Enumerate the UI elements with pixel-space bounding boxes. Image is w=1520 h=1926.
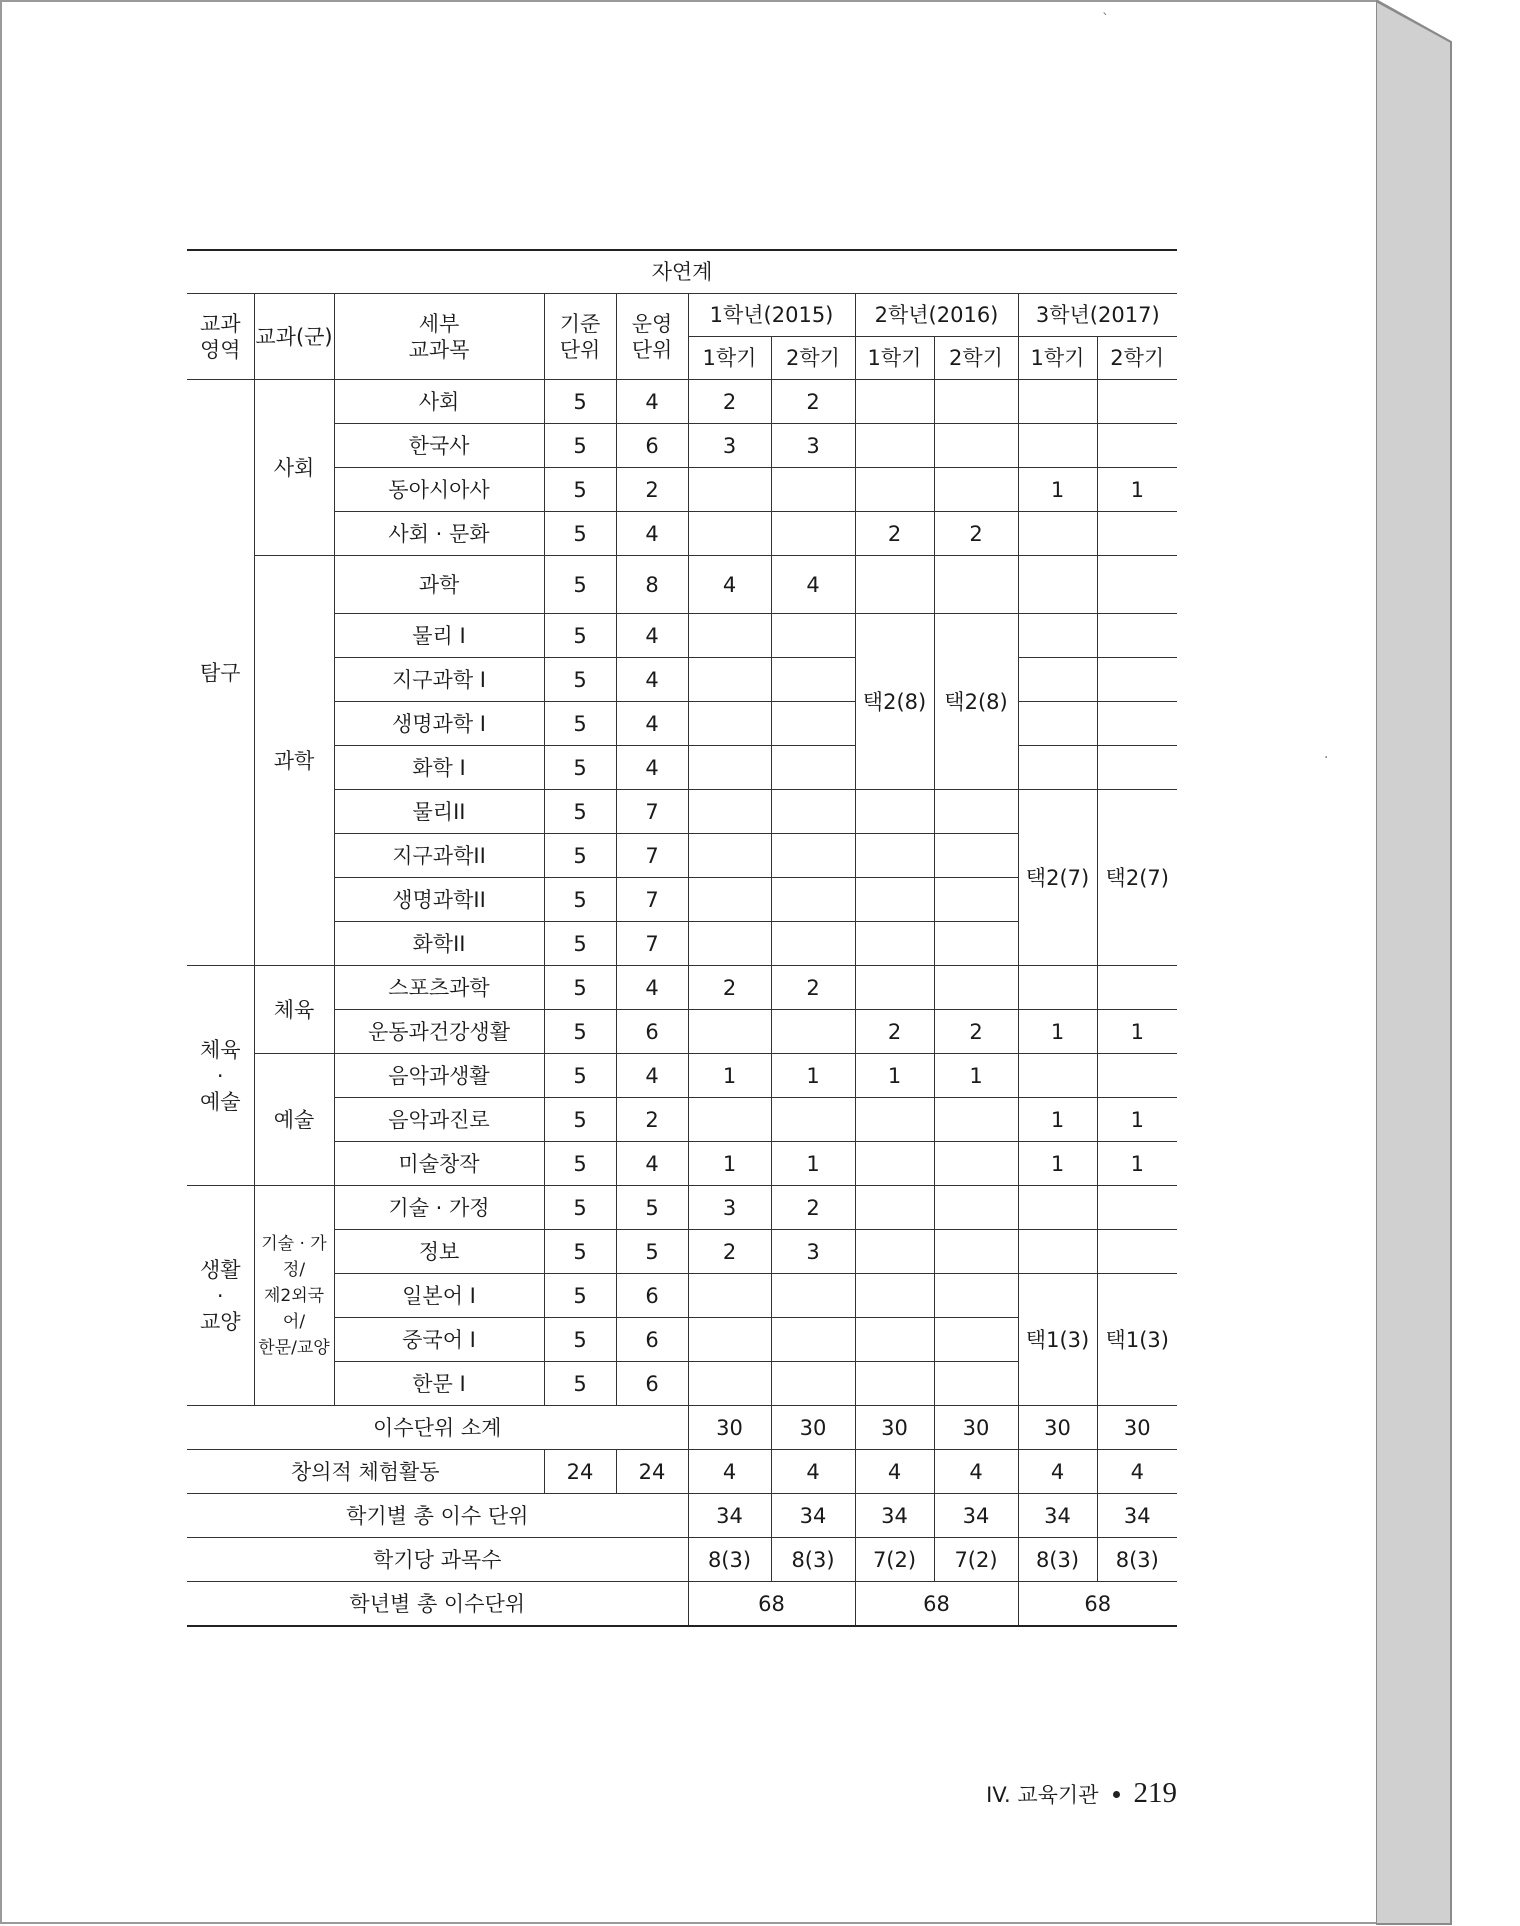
unit-cell	[934, 380, 1018, 424]
summary-cell: 4	[688, 1450, 771, 1494]
base-unit-cell: 5	[544, 1054, 616, 1098]
header-subject: 세부 교과목	[334, 294, 544, 380]
scan-speck: `	[1102, 12, 1109, 28]
unit-cell: 2	[771, 966, 855, 1010]
unit-cell	[1018, 512, 1097, 556]
op-unit-cell: 6	[616, 1274, 688, 1318]
summary-cell: 4	[934, 1450, 1018, 1494]
summary-cell: 30	[1018, 1406, 1097, 1450]
book-edge	[1376, 0, 1520, 1926]
unit-cell: 2	[688, 1230, 771, 1274]
subject-cell: 화학II	[334, 922, 544, 966]
unit-cell	[771, 878, 855, 922]
unit-cell	[1097, 512, 1177, 556]
unit-cell	[688, 1010, 771, 1054]
subject-cell: 동아시아사	[334, 468, 544, 512]
base-unit-cell: 5	[544, 512, 616, 556]
op-unit-cell: 6	[616, 1362, 688, 1406]
unit-cell	[855, 1142, 934, 1186]
unit-cell	[1097, 658, 1177, 702]
unit-cell	[688, 878, 771, 922]
op-unit-cell: 7	[616, 790, 688, 834]
unit-cell	[771, 1362, 855, 1406]
unit-cell	[688, 1362, 771, 1406]
op-unit-cell: 4	[616, 614, 688, 658]
table-row	[187, 658, 1177, 702]
summary-cell: 30	[855, 1406, 934, 1450]
summary-cell: 34	[688, 1494, 771, 1538]
unit-cell	[855, 1362, 934, 1406]
op-unit-cell: 6	[616, 1318, 688, 1362]
summary-cell: 4	[1097, 1450, 1177, 1494]
table-row	[187, 1230, 1177, 1274]
unit-cell	[934, 878, 1018, 922]
unit-cell	[1018, 1054, 1097, 1098]
subject-cell: 한국사	[334, 424, 544, 468]
unit-cell: 2	[855, 512, 934, 556]
unit-cell	[1018, 1230, 1097, 1274]
subject-cell: 물리II	[334, 790, 544, 834]
unit-cell	[688, 468, 771, 512]
unit-cell	[1097, 1054, 1177, 1098]
page-number: 219	[1133, 1777, 1177, 1809]
summary-cell: 7(2)	[934, 1538, 1018, 1582]
unit-cell	[934, 424, 1018, 468]
unit-cell	[771, 746, 855, 790]
unit-cell: 1	[771, 1142, 855, 1186]
unit-cell	[688, 790, 771, 834]
summary-row	[187, 1582, 1177, 1627]
unit-cell: 2	[771, 380, 855, 424]
unit-cell: 4	[688, 556, 771, 614]
unit-cell	[934, 468, 1018, 512]
unit-cell: 2	[771, 1186, 855, 1230]
table-row	[187, 512, 1177, 556]
summary-cell: 34	[1097, 1494, 1177, 1538]
unit-cell: 2	[934, 1010, 1018, 1054]
scan-speck: ·	[1324, 750, 1329, 766]
page-footer	[977, 1777, 1177, 1810]
summary-cell: 8(3)	[1018, 1538, 1097, 1582]
year-total-cell: 68	[1018, 1582, 1177, 1627]
table-row	[187, 702, 1177, 746]
base-unit-cell: 5	[544, 1362, 616, 1406]
base-unit-cell: 5	[544, 1186, 616, 1230]
unit-cell	[1018, 966, 1097, 1010]
unit-cell	[1097, 746, 1177, 790]
table-row	[187, 1054, 1177, 1098]
header-year1: 1학년(2015)	[688, 294, 855, 337]
op-unit-cell: 6	[616, 1010, 688, 1054]
unit-cell	[855, 790, 934, 834]
unit-cell	[688, 1098, 771, 1142]
table-row	[187, 1142, 1177, 1186]
unit-cell	[688, 702, 771, 746]
op-unit-cell: 4	[616, 746, 688, 790]
op-unit-cell: 6	[616, 424, 688, 468]
unit-cell: 1	[688, 1054, 771, 1098]
unit-cell: 3	[688, 1186, 771, 1230]
unit-cell	[688, 614, 771, 658]
unit-cell	[934, 1142, 1018, 1186]
year-total-cell: 68	[688, 1582, 855, 1627]
table-row	[187, 966, 1177, 1010]
unit-cell	[771, 512, 855, 556]
unit-cell	[934, 834, 1018, 878]
unit-cell	[934, 556, 1018, 614]
unit-cell: 2	[855, 1010, 934, 1054]
unit-cell	[855, 556, 934, 614]
year-total-cell: 68	[855, 1582, 1018, 1627]
elective-cell: 택1(3)	[1097, 1274, 1177, 1406]
summary-cell: 4	[855, 1450, 934, 1494]
unit-cell	[1018, 746, 1097, 790]
bullet-icon	[1113, 1791, 1120, 1798]
subject-cell: 생명과학II	[334, 878, 544, 922]
unit-cell	[1097, 1186, 1177, 1230]
header-group: 교과(군)	[254, 294, 334, 380]
unit-cell: 1	[1097, 468, 1177, 512]
area-cell: 생활 · 교양	[187, 1186, 254, 1406]
unit-cell	[934, 1186, 1018, 1230]
base-unit-cell: 5	[544, 1274, 616, 1318]
group-cell: 체육	[254, 966, 334, 1054]
summary-cell: 8(3)	[688, 1538, 771, 1582]
op-unit-cell: 4	[616, 966, 688, 1010]
unit-cell	[688, 512, 771, 556]
summary-label: 학년별 총 이수단위	[187, 1582, 688, 1627]
unit-cell	[934, 790, 1018, 834]
subject-cell: 중국어 I	[334, 1318, 544, 1362]
header-area: 교과 영역	[187, 294, 254, 380]
summary-cell: 4	[771, 1450, 855, 1494]
op-unit-cell: 4	[616, 1054, 688, 1098]
subject-cell: 과학	[334, 556, 544, 614]
group-cell: 예술	[254, 1054, 334, 1186]
summary-cell: 7(2)	[855, 1538, 934, 1582]
base-unit-cell: 5	[544, 424, 616, 468]
subject-cell: 지구과학 I	[334, 658, 544, 702]
unit-cell: 2	[688, 966, 771, 1010]
unit-cell	[855, 966, 934, 1010]
unit-cell: 1	[1018, 1010, 1097, 1054]
unit-cell	[1097, 556, 1177, 614]
table-row	[187, 556, 1177, 614]
summary-cell: 30	[688, 1406, 771, 1450]
table-row	[187, 746, 1177, 790]
unit-cell	[771, 658, 855, 702]
unit-cell	[1018, 556, 1097, 614]
unit-cell	[855, 380, 934, 424]
summary-row	[187, 1494, 1177, 1538]
table-row	[187, 1098, 1177, 1142]
unit-cell	[1097, 1230, 1177, 1274]
unit-cell	[688, 658, 771, 702]
unit-cell: 1	[1097, 1098, 1177, 1142]
unit-cell	[771, 1010, 855, 1054]
area-cell: 체육 · 예술	[187, 966, 254, 1186]
unit-cell	[934, 922, 1018, 966]
base-unit-cell: 5	[544, 1318, 616, 1362]
header-year3: 3학년(2017)	[1018, 294, 1177, 337]
unit-cell	[1097, 380, 1177, 424]
unit-cell	[688, 1318, 771, 1362]
unit-cell	[855, 424, 934, 468]
unit-cell	[771, 702, 855, 746]
unit-cell	[855, 922, 934, 966]
table-row	[187, 1010, 1177, 1054]
unit-cell: 1	[1018, 1098, 1097, 1142]
unit-cell	[771, 614, 855, 658]
unit-cell	[855, 468, 934, 512]
subject-cell: 운동과건강생활	[334, 1010, 544, 1054]
base-unit-cell: 5	[544, 790, 616, 834]
unit-cell	[1097, 702, 1177, 746]
unit-cell	[1097, 424, 1177, 468]
unit-cell	[771, 1318, 855, 1362]
unit-cell	[771, 1274, 855, 1318]
subject-cell: 스포츠과학	[334, 966, 544, 1010]
unit-cell	[855, 1186, 934, 1230]
subject-cell: 사회	[334, 380, 544, 424]
op-unit-cell: 2	[616, 1098, 688, 1142]
summary-row	[187, 1450, 1177, 1494]
table-row	[187, 790, 1177, 834]
unit-cell	[855, 1098, 934, 1142]
unit-cell: 1	[688, 1142, 771, 1186]
base-unit-cell: 5	[544, 702, 616, 746]
subject-cell: 기술 · 가정	[334, 1186, 544, 1230]
unit-cell	[934, 1318, 1018, 1362]
base-unit-cell: 5	[544, 1010, 616, 1054]
summary-cell: 34	[1018, 1494, 1097, 1538]
subject-cell: 화학 I	[334, 746, 544, 790]
unit-cell	[855, 878, 934, 922]
elective-cell: 택1(3)	[1018, 1274, 1097, 1406]
unit-cell	[688, 1274, 771, 1318]
subject-cell: 사회 · 문화	[334, 512, 544, 556]
unit-cell	[934, 966, 1018, 1010]
table-row	[187, 380, 1177, 424]
unit-cell	[1018, 658, 1097, 702]
unit-cell	[771, 790, 855, 834]
unit-cell: 1	[1097, 1010, 1177, 1054]
group-cell: 기술 · 가정/ 제2외국어/ 한문/교양	[254, 1186, 334, 1406]
op-unit-cell: 7	[616, 922, 688, 966]
base-unit-cell: 5	[544, 1098, 616, 1142]
unit-cell	[1018, 614, 1097, 658]
unit-cell	[688, 922, 771, 966]
unit-cell: 3	[771, 1230, 855, 1274]
base-unit-cell: 5	[544, 966, 616, 1010]
table-row	[187, 1274, 1177, 1318]
op-unit-cell: 8	[616, 556, 688, 614]
base-unit-cell: 5	[544, 556, 616, 614]
unit-cell: 3	[771, 424, 855, 468]
unit-cell: 1	[1097, 1142, 1177, 1186]
group-cell: 과학	[254, 556, 334, 966]
unit-cell	[855, 834, 934, 878]
summary-cell: 34	[855, 1494, 934, 1538]
subject-cell: 음악과생활	[334, 1054, 544, 1098]
summary-label: 학기당 과목수	[187, 1538, 688, 1582]
base-unit-cell: 5	[544, 614, 616, 658]
unit-cell	[771, 1098, 855, 1142]
unit-cell	[855, 1274, 934, 1318]
unit-cell	[855, 1318, 934, 1362]
unit-cell	[688, 746, 771, 790]
table-row	[187, 614, 1177, 658]
header-semester: 2학기	[1097, 337, 1177, 380]
section-label: IV. 교육기관	[986, 1783, 1099, 1807]
op-unit-cell: 7	[616, 878, 688, 922]
elective-cell: 택2(7)	[1018, 790, 1097, 966]
unit-cell: 2	[688, 380, 771, 424]
unit-cell	[1018, 424, 1097, 468]
header-semester: 2학기	[934, 337, 1018, 380]
unit-cell	[771, 834, 855, 878]
unit-cell: 4	[771, 556, 855, 614]
op-unit-cell: 4	[616, 512, 688, 556]
header-semester: 2학기	[771, 337, 855, 380]
base-unit-cell: 5	[544, 746, 616, 790]
subject-cell: 한문 I	[334, 1362, 544, 1406]
summary-cell: 24	[616, 1450, 688, 1494]
curriculum-table	[187, 249, 1177, 1627]
unit-cell	[1097, 966, 1177, 1010]
subject-cell: 물리 I	[334, 614, 544, 658]
summary-cell: 8(3)	[771, 1538, 855, 1582]
header-semester: 1학기	[1018, 337, 1097, 380]
base-unit-cell: 5	[544, 922, 616, 966]
summary-cell: 34	[934, 1494, 1018, 1538]
header-op-units: 운영 단위	[616, 294, 688, 380]
summary-label: 학기별 총 이수 단위	[187, 1494, 688, 1538]
op-unit-cell: 5	[616, 1230, 688, 1274]
subject-cell: 미술창작	[334, 1142, 544, 1186]
op-unit-cell: 4	[616, 658, 688, 702]
summary-label: 이수단위 소계	[187, 1406, 688, 1450]
base-unit-cell: 5	[544, 1142, 616, 1186]
op-unit-cell: 5	[616, 1186, 688, 1230]
op-unit-cell: 4	[616, 1142, 688, 1186]
unit-cell	[771, 468, 855, 512]
table-row	[187, 1186, 1177, 1230]
subject-cell: 정보	[334, 1230, 544, 1274]
unit-cell	[855, 1230, 934, 1274]
header-base-units: 기준 단위	[544, 294, 616, 380]
base-unit-cell: 5	[544, 468, 616, 512]
base-unit-cell: 5	[544, 658, 616, 702]
subject-cell: 생명과학 I	[334, 702, 544, 746]
summary-cell: 24	[544, 1450, 616, 1494]
summary-cell: 34	[771, 1494, 855, 1538]
unit-cell	[688, 834, 771, 878]
summary-label: 창의적 체험활동	[187, 1450, 544, 1494]
op-unit-cell: 4	[616, 380, 688, 424]
header-year2: 2학년(2016)	[855, 294, 1018, 337]
summary-cell: 8(3)	[1097, 1538, 1177, 1582]
unit-cell: 1	[934, 1054, 1018, 1098]
elective-cell: 택2(8)	[934, 614, 1018, 790]
op-unit-cell: 4	[616, 702, 688, 746]
unit-cell	[1018, 380, 1097, 424]
unit-cell: 1	[1018, 1142, 1097, 1186]
unit-cell	[934, 1230, 1018, 1274]
subject-cell: 음악과진로	[334, 1098, 544, 1142]
summary-row	[187, 1538, 1177, 1582]
elective-cell: 택2(8)	[855, 614, 934, 790]
unit-cell	[934, 1098, 1018, 1142]
table-caption: 자연계	[187, 250, 1177, 294]
group-cell: 사회	[254, 380, 334, 556]
summary-cell: 30	[771, 1406, 855, 1450]
unit-cell: 1	[1018, 468, 1097, 512]
base-unit-cell: 5	[544, 380, 616, 424]
unit-cell: 2	[934, 512, 1018, 556]
op-unit-cell: 7	[616, 834, 688, 878]
header-semester: 1학기	[855, 337, 934, 380]
unit-cell: 3	[688, 424, 771, 468]
unit-cell	[771, 922, 855, 966]
unit-cell	[1018, 702, 1097, 746]
table-row	[187, 468, 1177, 512]
summary-row	[187, 1406, 1177, 1450]
unit-cell: 1	[855, 1054, 934, 1098]
header-semester: 1학기	[688, 337, 771, 380]
summary-cell: 30	[1097, 1406, 1177, 1450]
subject-cell: 일본어 I	[334, 1274, 544, 1318]
unit-cell: 1	[771, 1054, 855, 1098]
op-unit-cell: 2	[616, 468, 688, 512]
unit-cell	[1018, 1186, 1097, 1230]
summary-cell: 4	[1018, 1450, 1097, 1494]
area-cell: 탐구	[187, 380, 254, 966]
subject-cell: 지구과학II	[334, 834, 544, 878]
elective-cell: 택2(7)	[1097, 790, 1177, 966]
base-unit-cell: 5	[544, 878, 616, 922]
summary-cell: 30	[934, 1406, 1018, 1450]
unit-cell	[934, 1274, 1018, 1318]
base-unit-cell: 5	[544, 1230, 616, 1274]
unit-cell	[1097, 614, 1177, 658]
unit-cell	[934, 1362, 1018, 1406]
base-unit-cell: 5	[544, 834, 616, 878]
table-row	[187, 424, 1177, 468]
